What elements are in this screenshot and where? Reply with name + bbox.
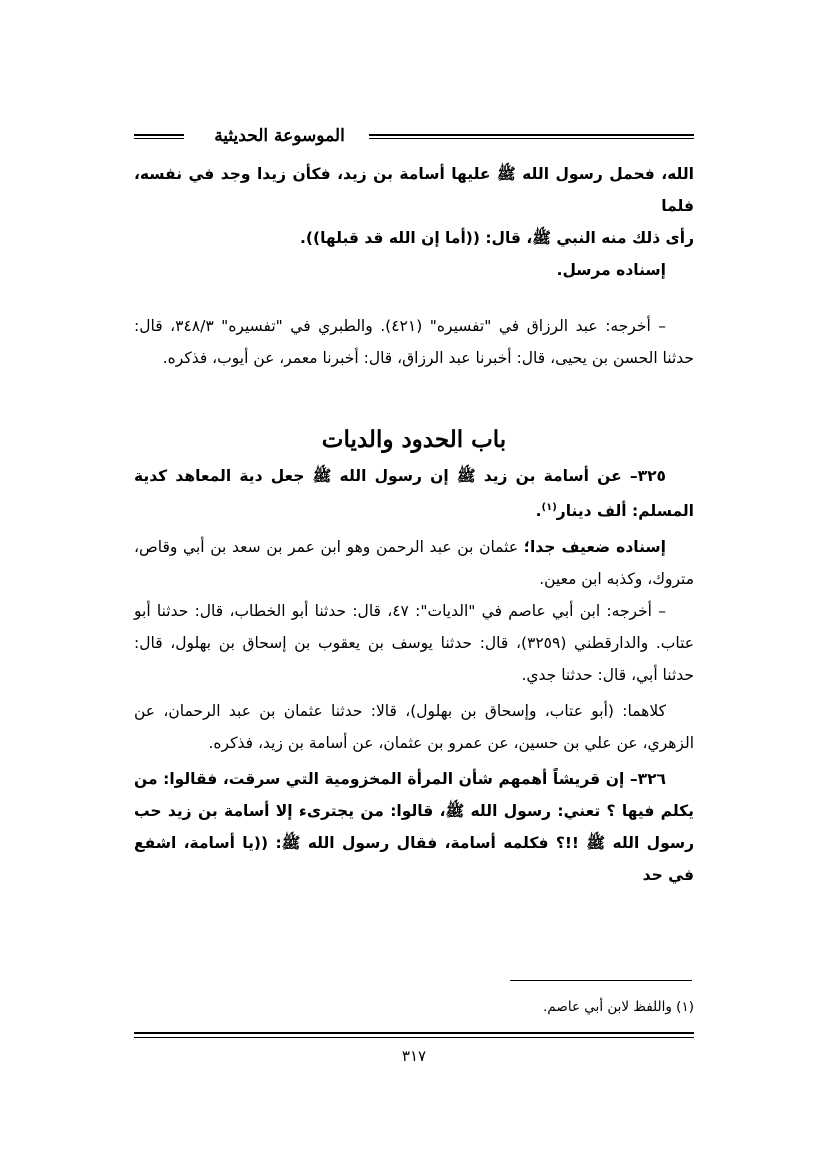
footer-rule-thin xyxy=(134,1037,694,1038)
hadith-325-text xyxy=(134,460,694,527)
hadith-325-end: . xyxy=(535,502,542,521)
isnad-grade: إسناده مرسل. xyxy=(556,261,666,279)
takhrij-paragraph xyxy=(134,310,694,374)
header-rule-right xyxy=(369,134,694,139)
hadith-325-section xyxy=(134,460,694,891)
grade-text: عثمان بن عبد الرحمن وهو ابن عمر بن سعد بن أبي وقاص، متروك، وكذبه ابن معين. xyxy=(134,538,694,589)
chapter-heading: باب الحدود والديات xyxy=(321,426,507,453)
grade-label: إسناده ضعيف جدا؛ xyxy=(523,538,666,557)
hadith-326-text: ٣٢٦– إن قريشاً أهمهم شأن المرأة المخزومية التي سرقت، فقالوا: من يكلم فيها ؟ تعني: رسول الله ﷺ، قالوا: من يجترىء إلا أسامة بن زيد حب رسول الله ﷺ !!؟ فكلمه أسامة، فقال رسول الله ﷺ: ((يا أسامة، اشفع في حد xyxy=(134,770,694,885)
continued-hadith xyxy=(134,158,694,286)
footnote-separator xyxy=(510,980,692,981)
header-title: الموسوعة الحديثية xyxy=(214,126,345,146)
hadith-325-takhrij: – أخرجه: ابن أبي عاصم في "الديات": ٤٧، قال: حدثنا أبو الخطاب، قال: حدثنا أبو عتاب. والدارقطني (٣٢٥٩)، قال: حدثنا يوسف بن يعقوب بن إسحاق بن بهلول، قال: حدثنا أبي، قال: حدثنا جدي. xyxy=(134,602,694,685)
page-number: ٣١٧ xyxy=(401,1047,427,1065)
footnote: (١) واللفظ لابن أبي عاصم. xyxy=(543,999,694,1015)
header-rule-left xyxy=(134,134,184,139)
hadith-325-body: ٣٢٥– عن أسامة بن زيد ﷺ إن رسول الله ﷺ جعل دية المعاهد كدية المسلم: ألف دينار xyxy=(134,467,694,521)
running-header xyxy=(134,124,694,154)
takhrij-text: – أخرجه: عبد الرزاق في "تفسيره" (٤٢١). والطبري في "تفسيره" ٣٤٨/٣، قال: حدثنا الحسن بن يحيى، قال: أخبرنا عبد الرزاق، قال: أخبرنا معمر، عن أيوب، فذكره. xyxy=(134,317,694,367)
footer-rule xyxy=(134,1032,694,1034)
footnote-ref[interactable]: (١) xyxy=(541,502,557,513)
hadith-325-takhrij-summary: كلاهما: (أبو عتاب، وإسحاق بن بهلول)، قالا: حدثنا عثمان بن عبد الرحمان، عن الزهري، عن علي بن حسين، عن عمرو بن عثمان، عن أسامة بن زيد، فذكره. xyxy=(134,702,694,753)
hadith-325-grade xyxy=(134,531,694,595)
hadith-line-1: الله، فحمل رسول الله ﷺ عليها أسامة بن زيد، فكأن زيدا وجد في نفسه، فلما xyxy=(134,165,694,215)
hadith-line-2: رأى ذلك منه النبي ﷺ، قال: ((أما إن الله قد قبلها)). xyxy=(300,229,694,247)
